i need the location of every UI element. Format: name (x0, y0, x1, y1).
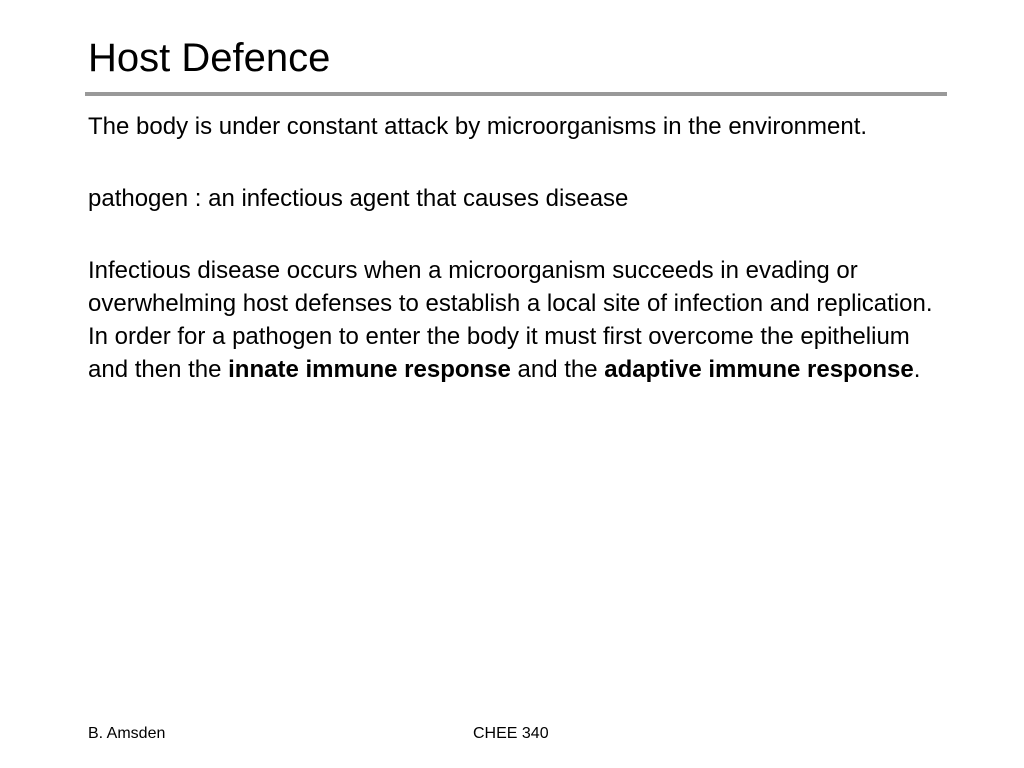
paragraph-text-segment: and the (510, 356, 605, 383)
paragraph-body-under-attack: The body is under constant attack by microorganisms in the environment. (88, 113, 868, 140)
paragraph-pathogen-definition: pathogen : an infectious agent that causes disease (88, 185, 629, 212)
term-innate-immune-response: innate immune response (228, 356, 511, 383)
footer-course: CHEE 340 (473, 725, 549, 742)
term-adaptive-immune-response: adaptive immune response (604, 356, 914, 383)
slide-body (88, 110, 953, 386)
paragraph-text-segment: Infectious disease occurs when a microorganism succeeds in evading or overwhelming host defenses to establish a local site of infection and replication. In order for a pathogen to enter the body it must first overcome the epithelium and then the (88, 257, 953, 383)
title-divider (85, 92, 947, 96)
paragraph-text-segment: . (913, 356, 921, 383)
footer-author: B. Amsden (88, 725, 166, 742)
slide-title: Host Defence (88, 36, 331, 80)
paragraph-infectious-disease (88, 254, 953, 386)
